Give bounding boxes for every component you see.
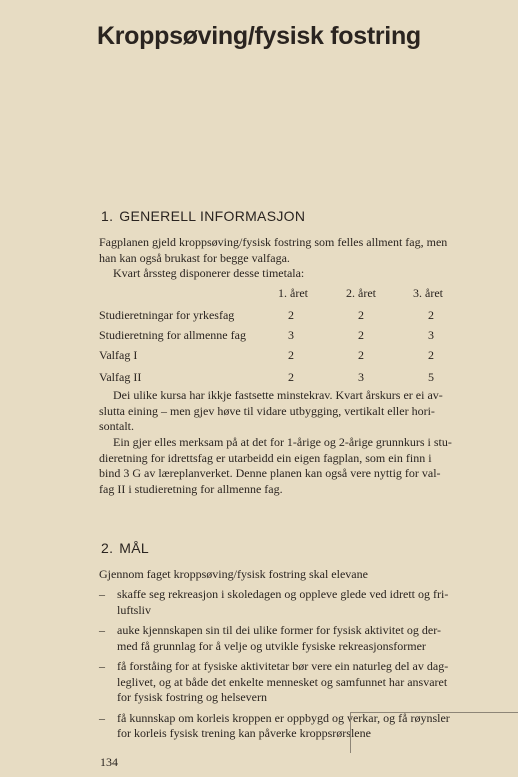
section-1-para-2 (99, 388, 493, 435)
table-row-label: Studieretning for allmenne fag (99, 328, 246, 342)
section-1-intro (99, 235, 493, 282)
table-row-label: Valfag I (99, 348, 138, 362)
list-item: – auke kjennskapen sin til dei ulike former for fysisk aktivitet og der- med få grunnlag for å velje og utvikle fysiske rekreasjonsformer (99, 623, 442, 653)
text-line: dieretning for idrettsfag er utarbeidd ein eigen fagplan, som ein finn i (99, 450, 432, 465)
table-cell: 2 (428, 348, 434, 362)
table-cell: 2 (288, 308, 294, 322)
text-line: sontalt. (99, 419, 134, 433)
table-cell: 2 (288, 348, 294, 362)
text-line: Ein gjer elles merksam på at det for 1-årige og 2-årige grunnkurs i stu- (113, 435, 452, 449)
text-line: Dei ulike kursa har ikkje fastsette minstekrav. Kvart årskurs er ei av- (113, 388, 443, 402)
page-number: 134 (100, 755, 118, 769)
text-line: slutta eining – men gjev høve til vidare utbygging, vertikalt eller hori- (99, 403, 435, 418)
table-cell: 2 (358, 308, 364, 322)
table-cell: 2 (358, 348, 364, 362)
table-cell: 3 (358, 370, 364, 384)
text-line: Fagplanen gjeld kroppsøving/fysisk fostring som felles allment fag, men (99, 235, 448, 249)
table-cell: 2 (358, 328, 364, 342)
section-1-heading (101, 208, 305, 224)
table-header: 1. året (278, 286, 308, 300)
text-line: han kan også brukast for begge valfaga. (99, 250, 290, 265)
section-2-title: MÅL (119, 540, 149, 556)
table-cell: 3 (288, 328, 294, 342)
section-2-heading (101, 540, 149, 556)
paper-edge-overlay (350, 712, 518, 753)
page-title: Kroppsøving/fysisk fostring (97, 22, 421, 50)
section-1-title: GENERELL INFORMASJON (119, 208, 306, 224)
section-1-number: 1. (101, 208, 114, 224)
table-cell: 2 (288, 370, 294, 384)
table-row-label: Studieretningar for yrkesfag (99, 308, 235, 322)
text-line: bind 3 G av læreplanverket. Denne planen kan også vere nyttig for val- (99, 466, 441, 480)
table-cell: 3 (428, 328, 434, 342)
table-header: 2. året (346, 286, 376, 300)
list-item: – få forståing for at fysiske aktivitetar bør vere ein naturleg del av dag- leglivet, og at både det enkelte mennesket og samfunnet har ansvaret for fysisk fostring og helsevern (99, 659, 449, 704)
text-line: fag II i studieretning for allmenne fag. (99, 481, 283, 496)
table-cell: 2 (428, 308, 434, 322)
table-cell: 5 (428, 370, 434, 384)
section-2-number: 2. (101, 540, 114, 556)
section-2-intro: Gjennom faget kroppsøving/fysisk fostring skal elevane (99, 567, 368, 581)
list-item: – få kunnskap om korleis kroppen er oppbygd og verkar, og få røynsler for korleis fysisk trening kan påverke kroppsrørslene (99, 710, 450, 740)
table-header: 3. året (413, 286, 443, 300)
section-1-para-3 (99, 435, 493, 497)
text-line: Kvart årssteg disponerer desse timetala: (113, 266, 305, 280)
list-item: – skaffe seg rekreasjon i skoledagen og oppleve glede ved idrett og fri- luftsliv (99, 587, 449, 617)
table-row-label: Valfag II (99, 370, 142, 384)
